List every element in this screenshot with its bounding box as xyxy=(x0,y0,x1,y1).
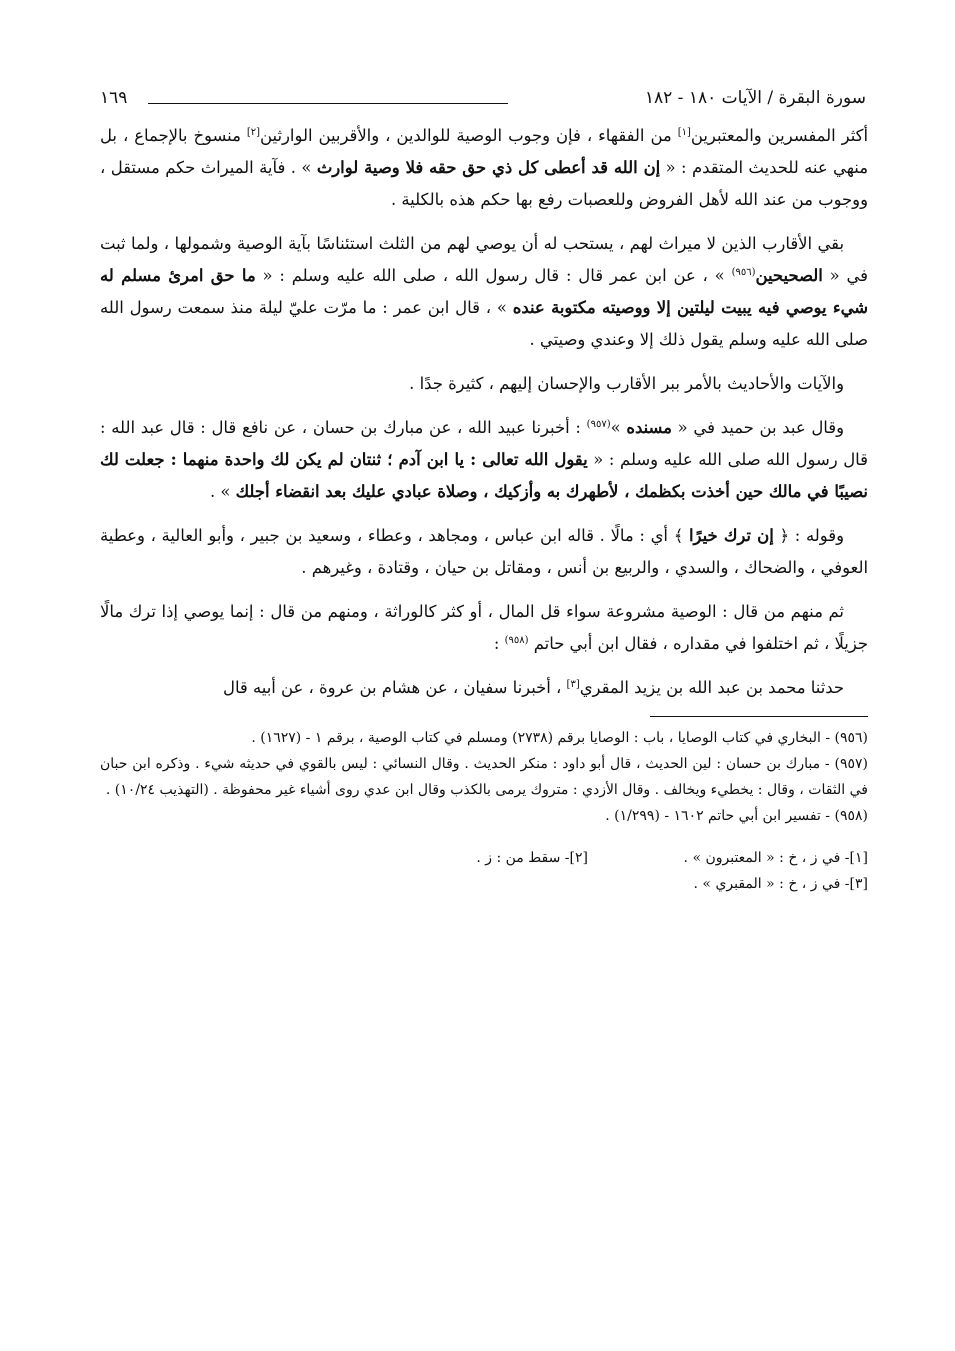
paragraph xyxy=(100,368,868,400)
text-run: ثم منهم من قال : الوصية مشروعة سواء قل المال ، أو كثر كالوراثة ، ومنهم من قال : إنما يوصي إذا ترك مالًا جزيلًا ، ثم اختلفوا في مقداره ، فقال ابن أبي حاتم xyxy=(100,602,868,653)
reference-marker: (٩٥٦) xyxy=(731,267,756,278)
footnote xyxy=(100,725,868,751)
footnote-text: - البخاري في كتاب الوصايا ، باب : الوصايا برقم (٢٧٣٨) ومسلم في كتاب الوصية ، برقم ١ - (١٦٢٧) . xyxy=(251,730,835,746)
text-run: : أخبرنا عبيد الله ، عن مبارك بن حسان ، عن نافع قال : قال عبد الله : قال رسول الله صلى الله عليه وسلم : « xyxy=(100,418,868,469)
text-run: » ، قال ابن عمر : ما مرّت عليّ ليلة منذ سمعت رسول الله صلى الله عليه وسلم يقول ذلك إلا وعندي وصيتي . xyxy=(100,298,868,349)
footnotes xyxy=(100,725,868,829)
running-title: سورة البقرة / الآيات ١٨٠ - ١٨٢ xyxy=(644,88,866,108)
text-run: أكثر المفسرين والمعتبرين xyxy=(690,126,869,145)
note-number: [٣] xyxy=(849,876,868,892)
book-page xyxy=(100,84,868,897)
header-rule xyxy=(148,103,508,104)
footnote-number: (٩٥٧) xyxy=(834,756,868,772)
quoted-text: الصحيحين xyxy=(755,266,823,285)
paragraph xyxy=(100,520,868,584)
text-run: » . xyxy=(209,482,236,501)
manuscript-note xyxy=(694,871,868,897)
footnote-number: (٩٥٦) xyxy=(834,730,868,746)
quoted-text: ما حق امرئ مسلم له شيء يوصي فيه يبيت ليلتين إلا ووصيته مكتوبة عنده xyxy=(100,266,868,317)
quoted-text: إن ترك خيرًا xyxy=(689,526,774,545)
quoted-text: يقول الله تعالى : يا ابن آدم ؛ ثنتان لم يكن لك واحدة منهما : جعلت لك نصيبًا في مالك حين أخذت بكظمك ، لأطهرك به وأزكيك ، وصلاة عبادي عليك بعد انقضاء أجلك xyxy=(100,450,868,501)
footnote xyxy=(100,751,868,803)
text-run: : xyxy=(493,634,505,653)
note-text: - في ز ، خ : « المقبري » . xyxy=(693,876,850,892)
manuscript-notes xyxy=(100,845,868,897)
text-run: بقي الأقارب الذين لا ميراث لهم ، يستحب له أن يوصي لهم من الثلث استئناسًا بآية الوصية وشمولها ، ولما ثبت في « xyxy=(100,234,869,285)
paragraph xyxy=(100,596,868,660)
paragraph xyxy=(100,228,868,356)
text-run: من الفقهاء ، فإن وجوب الوصية للوالدين ، والأقربين الوارثين xyxy=(260,126,678,145)
text-run: منسوخ بالإجماع ، بل منهي عنه للحديث المتقدم : « xyxy=(100,126,868,177)
text-run: والآيات والأحاديث بالأمر ببر الأقارب والإحسان إليهم ، كثيرة جدًا . xyxy=(409,374,844,393)
reference-marker: (٩٥٨) xyxy=(504,635,529,646)
text-run: وقوله : ﴿ xyxy=(773,526,844,545)
reference-marker: [١] xyxy=(677,127,691,138)
quoted-text: إن الله قد أعطى كل ذي حق حقه فلا وصية لوارث xyxy=(316,158,661,177)
text-run: حدثنا محمد بن عبد الله بن يزيد المقري xyxy=(579,678,844,697)
text-run: » . فآية الميراث حكم مستقل ، ووجوب من عند الله لأهل الفروض وللعصبات رفع بها حكم هذه بالكلية . xyxy=(100,158,868,209)
note-number: [٢] xyxy=(569,850,588,866)
paragraph xyxy=(100,672,868,704)
text-run: » ، عن ابن عمر قال : قال رسول الله ، صلى الله عليه وسلم : « xyxy=(255,266,732,285)
page-number: ١٦٩ xyxy=(100,88,128,108)
manuscript-note xyxy=(476,845,588,871)
footnote-number: (٩٥٨) xyxy=(834,808,868,824)
text-run: ﴾ أي : مالًا . قاله ابن عباس ، ومجاهد ، وعطاء ، وسعيد بن جبير ، وأبو العالية ، وعطية العوفي ، والضحاك ، والسدي ، والربيع بن أنس ، ومقاتل بن حيان ، وقتادة ، وغيرهم . xyxy=(100,526,868,577)
note-text: - في ز ، خ : « المعتبرون » . xyxy=(683,850,850,866)
text-run: وقال عبد بن حميد في « xyxy=(671,418,844,437)
text-run: » xyxy=(610,418,627,437)
footnote xyxy=(100,803,868,829)
reference-marker: [٢] xyxy=(246,127,261,138)
reference-marker: [٣] xyxy=(566,679,580,690)
quoted-text: مسنده xyxy=(626,418,672,437)
note-number: [١] xyxy=(849,850,868,866)
paragraph xyxy=(100,412,868,508)
footnote-text: - تفسير ابن أبي حاتم ١٦٠٢ - (١/٢٩٩) . xyxy=(605,808,835,824)
text-run: ، أخبرنا سفيان ، عن هشام بن عروة ، عن أبيه قال xyxy=(223,678,567,697)
footnote-separator xyxy=(650,716,868,717)
running-header xyxy=(100,84,868,120)
note-text: - سقط من : ز . xyxy=(476,850,570,866)
paragraph xyxy=(100,120,868,216)
reference-marker: (٩٥٧) xyxy=(586,419,611,430)
manuscript-note xyxy=(588,845,868,871)
footnote-text: - مبارك بن حسان : لين الحديث ، قال أبو داود : منكر الحديث . وقال النسائي : ليس بالقوي في حديثه شيء . وذكره ابن حبان في الثقات ، وقال : يخطيء ويخالف . وقال الأزدي : متروك يرمى بالكذب وقال ابن عدي روى أشياء غير محفوظة . (التهذيب ١٠/٢٤) . xyxy=(100,756,868,798)
body-text xyxy=(100,120,868,704)
